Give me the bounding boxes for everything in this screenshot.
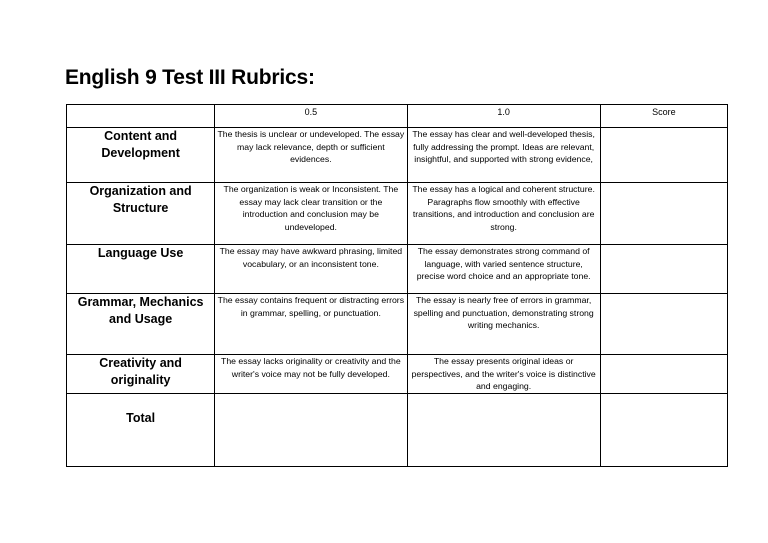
header-criteria — [67, 105, 215, 128]
descriptor-full: The essay demonstrates strong command of language, with varied sentence structure, precise word choice and an appropriate tone. — [407, 245, 600, 294]
total-score-cell[interactable] — [600, 393, 727, 466]
header-level-full: 1.0 — [407, 105, 600, 128]
table-row — [67, 128, 728, 183]
score-cell[interactable] — [600, 294, 727, 355]
descriptor-half: The essay may have awkward phrasing, limited vocabulary, or an inconsistent tone. — [215, 245, 407, 294]
score-cell[interactable] — [600, 183, 727, 245]
header-level-half: 0.5 — [215, 105, 407, 128]
score-cell[interactable] — [600, 128, 727, 183]
descriptor-half: The essay contains frequent or distracting errors in grammar, spelling, or punctuation. — [215, 294, 407, 355]
table-row — [67, 245, 728, 294]
criterion-label: Language Use — [67, 245, 215, 294]
rubric-table — [66, 104, 728, 467]
header-score: Score — [600, 105, 727, 128]
criterion-label: Content and Development — [67, 128, 215, 183]
criterion-label: Grammar, Mechanics and Usage — [67, 294, 215, 355]
descriptor-half: The organization is weak or Inconsistent. The essay may lack clear transition or the introduction and conclusion may be undeveloped. — [215, 183, 407, 245]
score-cell[interactable] — [600, 355, 727, 394]
descriptor-full: The essay presents original ideas or perspectives, and the writer's voice is distinctive and engaging. — [407, 355, 600, 394]
table-row — [67, 294, 728, 355]
document-title: English 9 Test III Rubrics: — [65, 66, 315, 89]
descriptor-full: The essay has clear and well-developed thesis, fully addressing the prompt. Ideas are relevant, insightful, and supported with strong evidence, — [407, 128, 600, 183]
table-row — [67, 183, 728, 245]
criterion-label: Organization and Structure — [67, 183, 215, 245]
total-full-cell[interactable] — [407, 393, 600, 466]
total-half-cell[interactable] — [215, 393, 407, 466]
total-label: Total — [67, 393, 215, 466]
table-row-total — [67, 393, 728, 466]
table-row — [67, 355, 728, 394]
descriptor-half: The thesis is unclear or undeveloped. The essay may lack relevance, depth or sufficient evidences. — [215, 128, 407, 183]
table-header-row — [67, 105, 728, 128]
descriptor-full: The essay has a logical and coherent structure. Paragraphs flow smoothly with effective transitions, and introduction and conclusion are strong. — [407, 183, 600, 245]
score-cell[interactable] — [600, 245, 727, 294]
criterion-label: Creativity and originality — [67, 355, 215, 394]
descriptor-full: The essay is nearly free of errors in grammar, spelling and punctuation, demonstrating strong writing mechanics. — [407, 294, 600, 355]
descriptor-half: The essay lacks originality or creativity and the writer's voice may not be fully developed. — [215, 355, 407, 394]
